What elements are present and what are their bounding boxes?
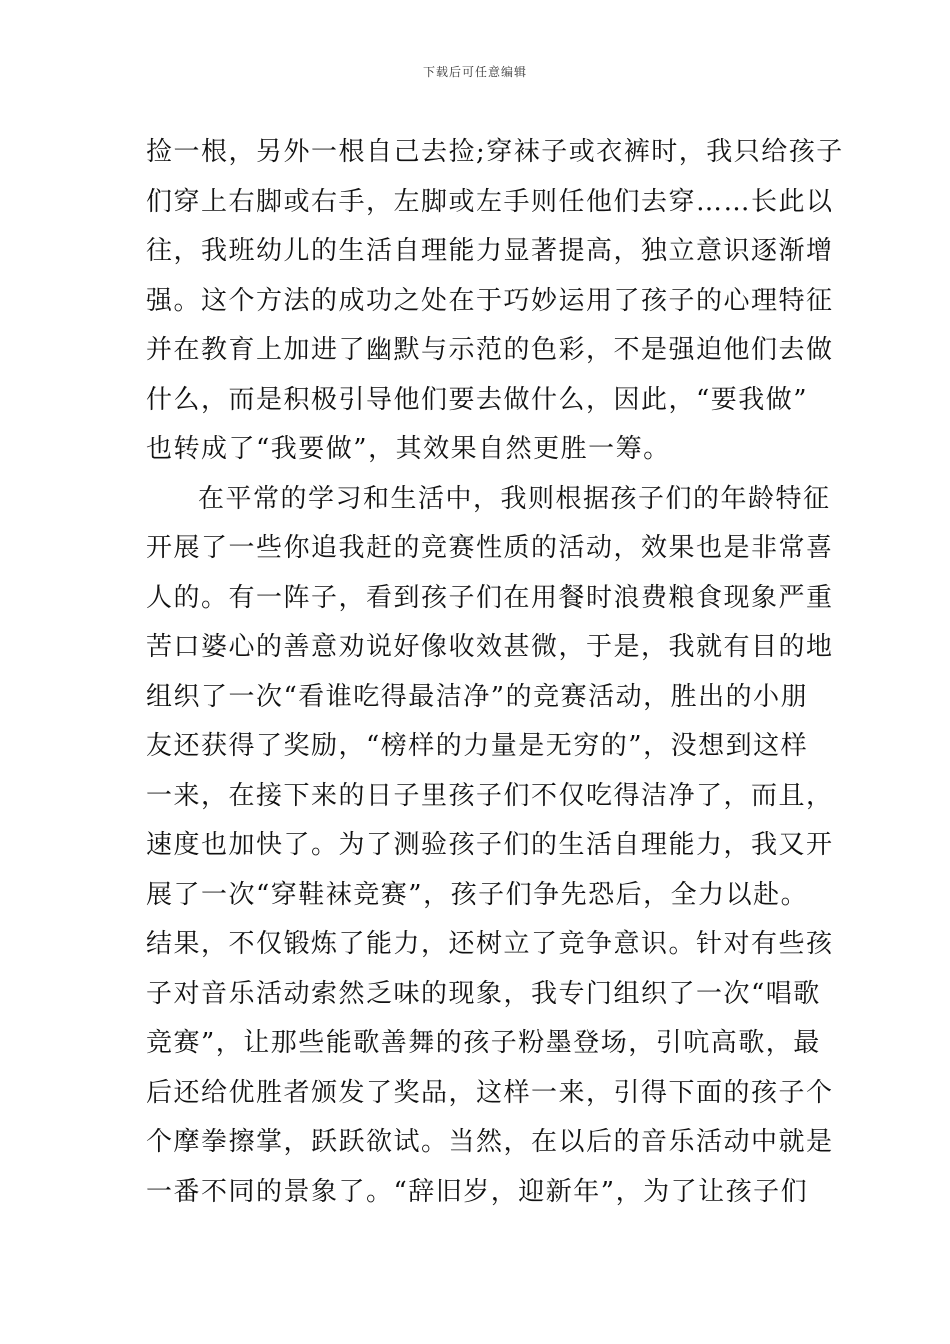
text-line: 开展了一些你追我赶的竞赛性质的活动，效果也是非常喜 bbox=[146, 533, 834, 563]
text-line: 苦口婆心的善意劝说好像收效甚微，于是，我就有目的地 bbox=[146, 632, 834, 662]
text-line: 展了一次“穿鞋袜竞赛”，孩子们争先恐后，全力以赴。 bbox=[146, 879, 809, 910]
paragraph-2 bbox=[146, 475, 834, 1218]
document-body bbox=[146, 128, 844, 1217]
text-line: 并在教育上加进了幽默与示范的色彩，不是强迫他们去做 bbox=[146, 335, 834, 365]
text-line: 速度也加快了。为了测验孩子们的生活自理能力，我又开 bbox=[146, 830, 834, 860]
text-line: 组织了一次“看谁吃得最洁净”的竞赛活动，胜出的小朋 bbox=[146, 681, 809, 712]
paragraph-1 bbox=[146, 128, 844, 475]
text-line: 个摩拳擦掌，跃跃欲试。当然，在以后的音乐活动中就是 bbox=[146, 1127, 834, 1157]
text-line: 一番不同的景象了。“辞旧岁，迎新年”，为了让孩子们 bbox=[146, 1176, 809, 1207]
text-line: 捡一根，另外一根自己去捡;穿袜子或衣裤时，我只给孩子 bbox=[146, 137, 844, 167]
text-line: 人的。有一阵子，看到孩子们在用餐时浪费粮食现象严重 bbox=[146, 582, 834, 613]
text-line: 一来，在接下来的日子里孩子们不仅吃得洁净了，而且， bbox=[146, 780, 834, 811]
text-line: 竞赛”，让那些能歌善舞的孩子粉墨登场，引吭高歌，最 bbox=[146, 1028, 821, 1058]
text-line: 结果，不仅锻炼了能力，还树立了竞争意识。针对有些孩 bbox=[146, 929, 834, 959]
text-line: 强。这个方法的成功之处在于巧妙运用了孩子的心理特征 bbox=[146, 285, 834, 316]
text-line: 后还给优胜者颁发了奖品，这样一来，引得下面的孩子个 bbox=[146, 1077, 834, 1108]
text-line: 也转成了“我要做”，其效果自然更胜一筹。 bbox=[146, 434, 671, 464]
page-header: 下载后可任意编辑 bbox=[422, 65, 527, 79]
text-line: 们穿上右脚或右手，左脚或左手则任他们去穿……长此以 bbox=[146, 186, 834, 217]
text-line: 子对音乐活动索然乏味的现象，我专门组织了一次“唱歌 bbox=[146, 978, 821, 1009]
text-line: 友还获得了奖励，“榜样的力量是无穷的”，没想到这样 bbox=[146, 731, 809, 761]
text-line: 什么，而是积极引导他们要去做什么，因此，“要我做” bbox=[146, 384, 809, 415]
text-line: 在平常的学习和生活中，我则根据孩子们的年龄特征 bbox=[198, 483, 831, 514]
text-line: 往，我班幼儿的生活自理能力显著提高，独立意识逐渐增 bbox=[146, 236, 834, 266]
